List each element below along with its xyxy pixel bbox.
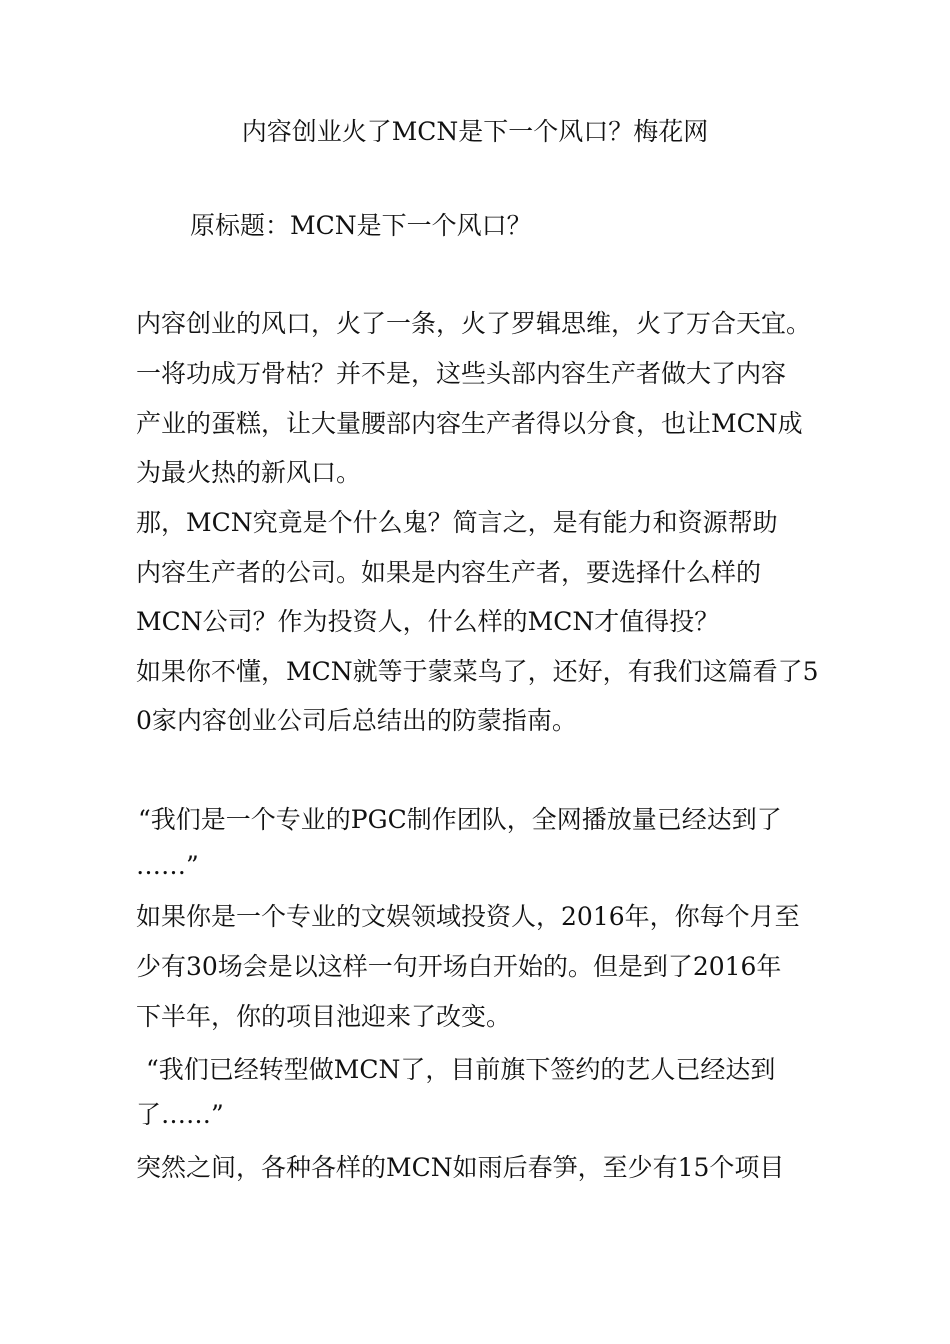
paragraph-line: 少有30场会是以这样一句开场白开始的。但是到了2016年: [136, 952, 782, 981]
original-title-line: 原标题：MCN是下一个风口？: [190, 211, 532, 240]
paragraph-line: 如果你是一个专业的文娱领域投资人，2016年，你每个月至: [136, 902, 800, 931]
paragraph-line: 下半年，你的项目池迎来了改变。: [136, 1002, 512, 1031]
paragraph-line: 突然之间，各种各样的MCN如雨后春笋，至少有15个项目: [136, 1153, 785, 1182]
paragraph-line: 内容创业的风口，火了一条，火了罗辑思维，火了万合天宜。: [136, 309, 812, 338]
paragraph-line: 0家内容创业公司后总结出的防蒙指南。: [136, 706, 577, 735]
paragraph-line: 如果你不懂，MCN就等于蒙菜鸟了，还好，有我们这篇看了5: [136, 657, 819, 686]
quote-line: “我们已经转型做MCN了，目前旗下签约的艺人已经达到: [146, 1055, 776, 1084]
quote-line: 了……”: [136, 1100, 224, 1129]
paragraph-line: 一将功成万骨枯？并不是，这些头部内容生产者做大了内容: [136, 359, 787, 388]
paragraph-line: 内容生产者的公司。如果是内容生产者，要选择什么样的: [136, 558, 762, 587]
paragraph-line: MCN公司？作为投资人，什么样的MCN才值得投？: [136, 607, 720, 636]
quote-line: ……”: [136, 851, 199, 880]
paragraph-line: 那，MCN究竟是个什么鬼？简言之，是有能力和资源帮助: [136, 508, 778, 537]
paragraph-line: 产业的蛋糕，让大量腰部内容生产者得以分食，也让MCN成: [136, 409, 803, 438]
document-title: 内容创业火了MCN是下一个风口？梅花网: [241, 117, 709, 146]
quote-line: “我们是一个专业的PGC制作团队，全网播放量已经达到了: [138, 805, 782, 834]
paragraph-line: 为最火热的新风口。: [136, 458, 362, 487]
